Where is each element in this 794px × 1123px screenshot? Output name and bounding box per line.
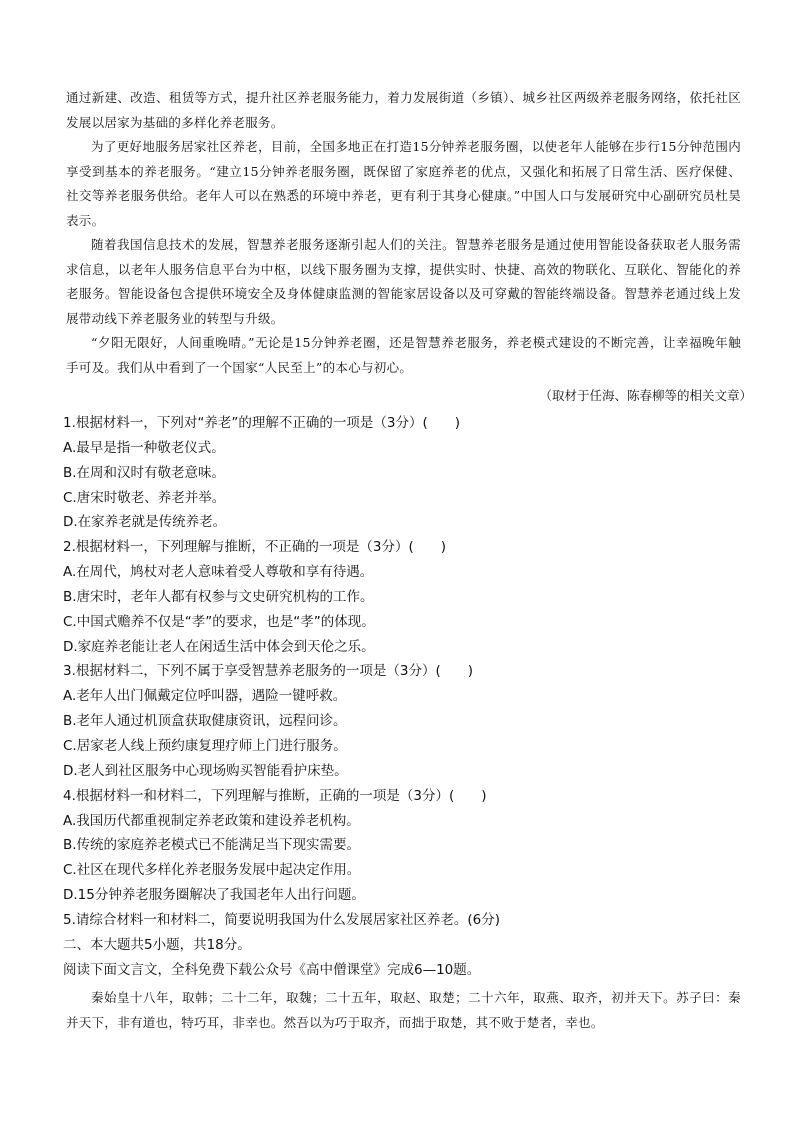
question-2-option-d: D.家庭养老能让老人在闲适生活中体会到天伦之乐。 [63,638,375,655]
question-5-stem: 5.请综合材料一和材料二，简要说明我国为什么发展居家社区养老。(6分) [63,911,501,928]
passage-paragraph-2: 为了更好地服务居家社区养老，目前，全国多地正在打造15分钟养老服务圈，以使老年人能够在步行15分钟范围内享受到基本的养老服务。“建立15分钟养老服务圈，既保留了家庭养老的优点，又强化和拓展了日常生活、医疗保健、社交等养老服务供给。老年人可以在熟悉的环境中养老，更有利于其身心健康。”中国人口与发展研究中心副研究员杜昊表示。 [66,139,741,228]
passage-paragraph-1: 通过新建、改造、租赁等方式，提升社区养老服务能力，着力发展街道（乡镇）、城乡社区两级养老服务网络，依托社区发展以居家为基础的多样化养老服务。 [66,90,741,130]
question-1-stem: 1.根据材料一，下列对“养老”的理解不正确的一项是（3分）( ) [63,415,460,431]
passage-paragraph-3: 随着我国信息技术的发展，智慧养老服务逐渐引起人们的关注。智慧养老服务是通过使用智能设备获取老人服务需求信息，以老年人服务信息平台为中枢，以线下服务圈为支撑，提供实时、快捷、高效的物联化、互联化、智能化的养老服务。智能设备包含提供环境安全及身体健康监测的智能家居设备以及可穿戴的智能终端设备。智慧养老通过线上发展带动线下养老服务业的转型与升级。 [66,237,741,326]
question-4-option-c: C.社区在现代多样化养老服务发展中起决定作用。 [63,862,361,879]
section-two-heading: 二、本大题共5小题，共18分。 [63,936,251,953]
question-3-option-a: A.老年人出门佩戴定位呼叫器，遇险一键呼救。 [63,688,347,705]
classical-reading-instruction: 阅读下面文言文，全科免费下载公众号《高中僧课堂》完成6—10题。 [63,961,481,978]
question-4-option-b: B.传统的家庭养老模式已不能满足当下现实需要。 [63,837,361,854]
question-1-option-d: D.在家养老就是传统养老。 [63,514,227,531]
question-4-option-a: A.我国历代都重视制定养老政策和建设养老机构。 [63,812,360,829]
question-4-option-d: D.15分钟养老服务圈解决了我国老年人出行问题。 [63,887,365,904]
question-1-option-a: A.最早是指一种敬老仪式。 [63,439,225,456]
question-2-stem: 2.根据材料一，下列理解与推断，不正确的一项是（3分）( ) [63,539,447,556]
question-1-option-b: B.在周和汉时有敬老意味。 [63,464,226,481]
question-2-option-c: C.中国式赡养不仅是“孝”的要求，也是“孝”的体现。 [63,613,375,630]
source-note: （取材于任海、陈春柳等的相关文章） [539,388,752,403]
passage-paragraph-4: “夕阳无限好，人间重晚晴。”无论是15分钟养老圈，还是智慧养老服务，养老模式建设的不断完善，让幸福晚年触手可及。我们从中看到了一个国家“人民至上”的本心与初心。 [66,335,741,375]
question-4-stem: 4.根据材料一和材料二，下列理解与推断，正确的一项是（3分）( ) [63,787,487,804]
question-list [63,411,753,982]
question-3-option-b: B.老年人通过机顶盒获取健康资讯，远程问诊。 [63,713,347,730]
question-2-option-a: A.在周代，鸠杖对老人意味着受人尊敬和享有待遇。 [63,564,374,581]
question-2-option-b: B.唐宋时，老年人都有权参与文史研究机构的工作。 [63,588,374,605]
question-1-option-c: C.唐宋时敬老、养老并举。 [63,489,226,506]
question-3-option-c: C.居家老人线上预约康复理疗师上门进行服务。 [63,737,347,754]
question-3-option-d: D.老人到社区服务中心现场购买智能看护床垫。 [63,762,348,779]
classical-passage: 秦始皇十八年，取韩；二十二年，取魏；二十五年，取赵、取楚；二十六年，取燕、取齐，初并天下。苏子曰：秦并天下，非有道也，特巧耳，非幸也。然吾以为巧于取齐，而拙于取楚，其不败于楚者，幸也。 [66,990,741,1030]
question-3-stem: 3.根据材料二，下列不属于享受智慧养老服务的一项是（3分）( ) [63,663,474,680]
